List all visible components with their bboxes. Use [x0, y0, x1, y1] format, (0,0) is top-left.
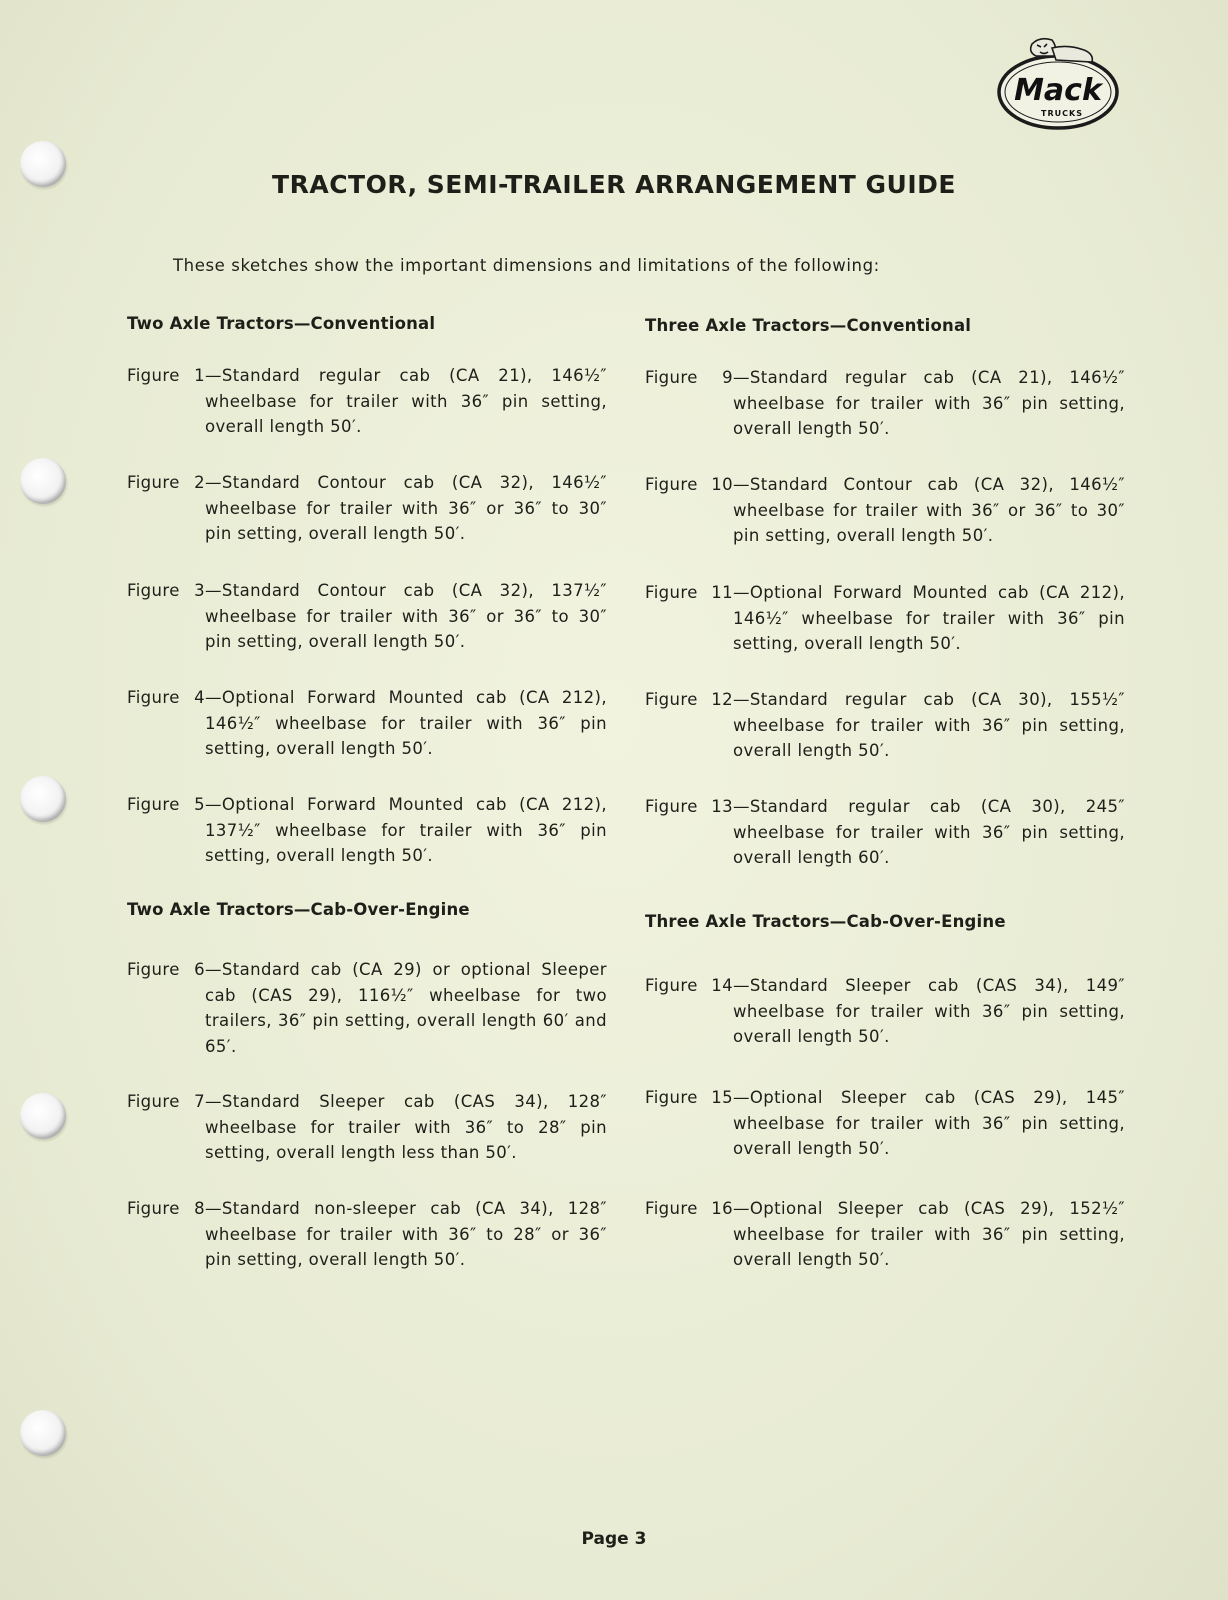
binder-hole: [20, 776, 66, 822]
figure-description: —Optional Forward Mounted cab (CA 212), 137½″ wheelbase for trailer with 36″ pin setting, overall length 50′.: [205, 795, 607, 865]
binder-hole: [20, 1410, 66, 1456]
figure-item: Figure 11 —Optional Forward Mounted cab (CA 212), 146½″ wheelbase for trailer with 36″ pin setting, overall length 50′.: [645, 580, 1125, 657]
figure-description: —Standard regular cab (CA 30), 155½″ wheelbase for trailer with 36″ pin setting, overall length 50′.: [733, 690, 1125, 760]
mack-trucks-logo: [996, 34, 1126, 134]
figure-description: —Standard Sleeper cab (CAS 34), 128″ wheelbase for trailer with 36″ to 28″ pin setting, overall length less than 50′.: [205, 1092, 607, 1162]
svg-text:TRUCKS: TRUCKS: [1041, 109, 1083, 118]
figure-description: —Standard regular cab (CA 21), 146½″ wheelbase for trailer with 36″ pin setting, overall length 50′.: [205, 366, 607, 436]
binder-hole: [20, 458, 66, 504]
intro-text: These sketches show the important dimensions and limitations of the following:: [173, 256, 880, 275]
figure-item: Figure 9 —Standard regular cab (CA 21), 146½″ wheelbase for trailer with 36″ pin setting, overall length 50′.: [645, 365, 1125, 442]
figure-description: —Standard non-sleeper cab (CA 34), 128″ wheelbase for trailer with 36″ to 28″ or 36″ pin setting, overall length 50′.: [205, 1199, 607, 1269]
section-heading: Three Axle Tractors—Cab-Over-Engine: [645, 912, 1006, 931]
figure-description: —Standard Contour cab (CA 32), 137½″ wheelbase for trailer with 36″ or 36″ to 30″ pin setting, overall length 50′.: [205, 581, 607, 651]
figure-item: Figure 6 —Standard cab (CA 29) or optional Sleeper cab (CAS 29), 116½″ wheelbase for two trailers, 36″ pin setting, overall length 60′ and 65′.: [127, 957, 607, 1059]
figure-description: —Standard regular cab (CA 30), 245″ wheelbase for trailer with 36″ pin setting, overall length 60′.: [733, 797, 1125, 867]
figure-description: —Optional Forward Mounted cab (CA 212), 146½″ wheelbase for trailer with 36″ pin setting, overall length 50′.: [205, 688, 607, 758]
figure-description: —Optional Sleeper cab (CAS 29), 145″ wheelbase for trailer with 36″ pin setting, overall length 50′.: [733, 1088, 1125, 1158]
binder-hole: [20, 1093, 66, 1139]
figure-item: Figure 14 —Standard Sleeper cab (CAS 34), 149″ wheelbase for trailer with 36″ pin setting, overall length 50′.: [645, 973, 1125, 1050]
figure-item: Figure 3 —Standard Contour cab (CA 32), 137½″ wheelbase for trailer with 36″ or 36″ to 30″ pin setting, overall length 50′.: [127, 578, 607, 655]
figure-item: Figure 15 —Optional Sleeper cab (CAS 29), 145″ wheelbase for trailer with 36″ pin setting, overall length 50′.: [645, 1085, 1125, 1162]
page-number: Page 3: [581, 1529, 647, 1549]
figure-item: Figure 10 —Standard Contour cab (CA 32), 146½″ wheelbase for trailer with 36″ or 36″ to 30″ pin setting, overall length 50′.: [645, 472, 1125, 549]
figure-item: Figure 1 —Standard regular cab (CA 21), 146½″ wheelbase for trailer with 36″ pin setting, overall length 50′.: [127, 363, 607, 440]
figure-description: —Optional Sleeper cab (CAS 29), 152½″ wheelbase for trailer with 36″ pin setting, overall length 50′.: [733, 1199, 1125, 1269]
figure-description: —Optional Forward Mounted cab (CA 212), 146½″ wheelbase for trailer with 36″ pin setting, overall length 50′.: [733, 583, 1125, 653]
section-heading: Two Axle Tractors—Cab-Over-Engine: [127, 900, 470, 919]
page-title: TRACTOR, SEMI-TRAILER ARRANGEMENT GUIDE: [272, 170, 956, 199]
figure-item: Figure 13 —Standard regular cab (CA 30), 245″ wheelbase for trailer with 36″ pin setting, overall length 60′.: [645, 794, 1125, 871]
figure-description: —Standard cab (CA 29) or optional Sleeper cab (CAS 29), 116½″ wheelbase for two trailers, 36″ pin setting, overall length 60′ and 65′.: [205, 960, 607, 1056]
svg-text:Mack: Mack: [1014, 73, 1102, 108]
figure-description: —Standard Sleeper cab (CAS 34), 149″ wheelbase for trailer with 36″ pin setting, overall length 50′.: [733, 976, 1125, 1046]
section-heading: Two Axle Tractors—Conventional: [127, 314, 436, 333]
figure-item: Figure 4 —Optional Forward Mounted cab (CA 212), 146½″ wheelbase for trailer with 36″ pin setting, overall length 50′.: [127, 685, 607, 762]
figure-description: —Standard regular cab (CA 21), 146½″ wheelbase for trailer with 36″ pin setting, overall length 50′.: [733, 368, 1125, 438]
figure-item: Figure 8 —Standard non-sleeper cab (CA 34), 128″ wheelbase for trailer with 36″ to 28″ or 36″ pin setting, overall length 50′.: [127, 1196, 607, 1273]
figure-item: Figure 2 —Standard Contour cab (CA 32), 146½″ wheelbase for trailer with 36″ or 36″ to 30″ pin setting, overall length 50′.: [127, 470, 607, 547]
figure-item: Figure 5 —Optional Forward Mounted cab (CA 212), 137½″ wheelbase for trailer with 36″ pin setting, overall length 50′.: [127, 792, 607, 869]
figure-description: —Standard Contour cab (CA 32), 146½″ wheelbase for trailer with 36″ or 36″ to 30″ pin setting, overall length 50′.: [733, 475, 1125, 545]
figure-item: Figure 16 —Optional Sleeper cab (CAS 29), 152½″ wheelbase for trailer with 36″ pin setting, overall length 50′.: [645, 1196, 1125, 1273]
figure-item: Figure 7 —Standard Sleeper cab (CAS 34), 128″ wheelbase for trailer with 36″ to 28″ pin setting, overall length less than 50′.: [127, 1089, 607, 1166]
section-heading: Three Axle Tractors—Conventional: [645, 316, 972, 335]
figure-description: —Standard Contour cab (CA 32), 146½″ wheelbase for trailer with 36″ or 36″ to 30″ pin setting, overall length 50′.: [205, 473, 607, 543]
figure-item: Figure 12 —Standard regular cab (CA 30), 155½″ wheelbase for trailer with 36″ pin setting, overall length 50′.: [645, 687, 1125, 764]
